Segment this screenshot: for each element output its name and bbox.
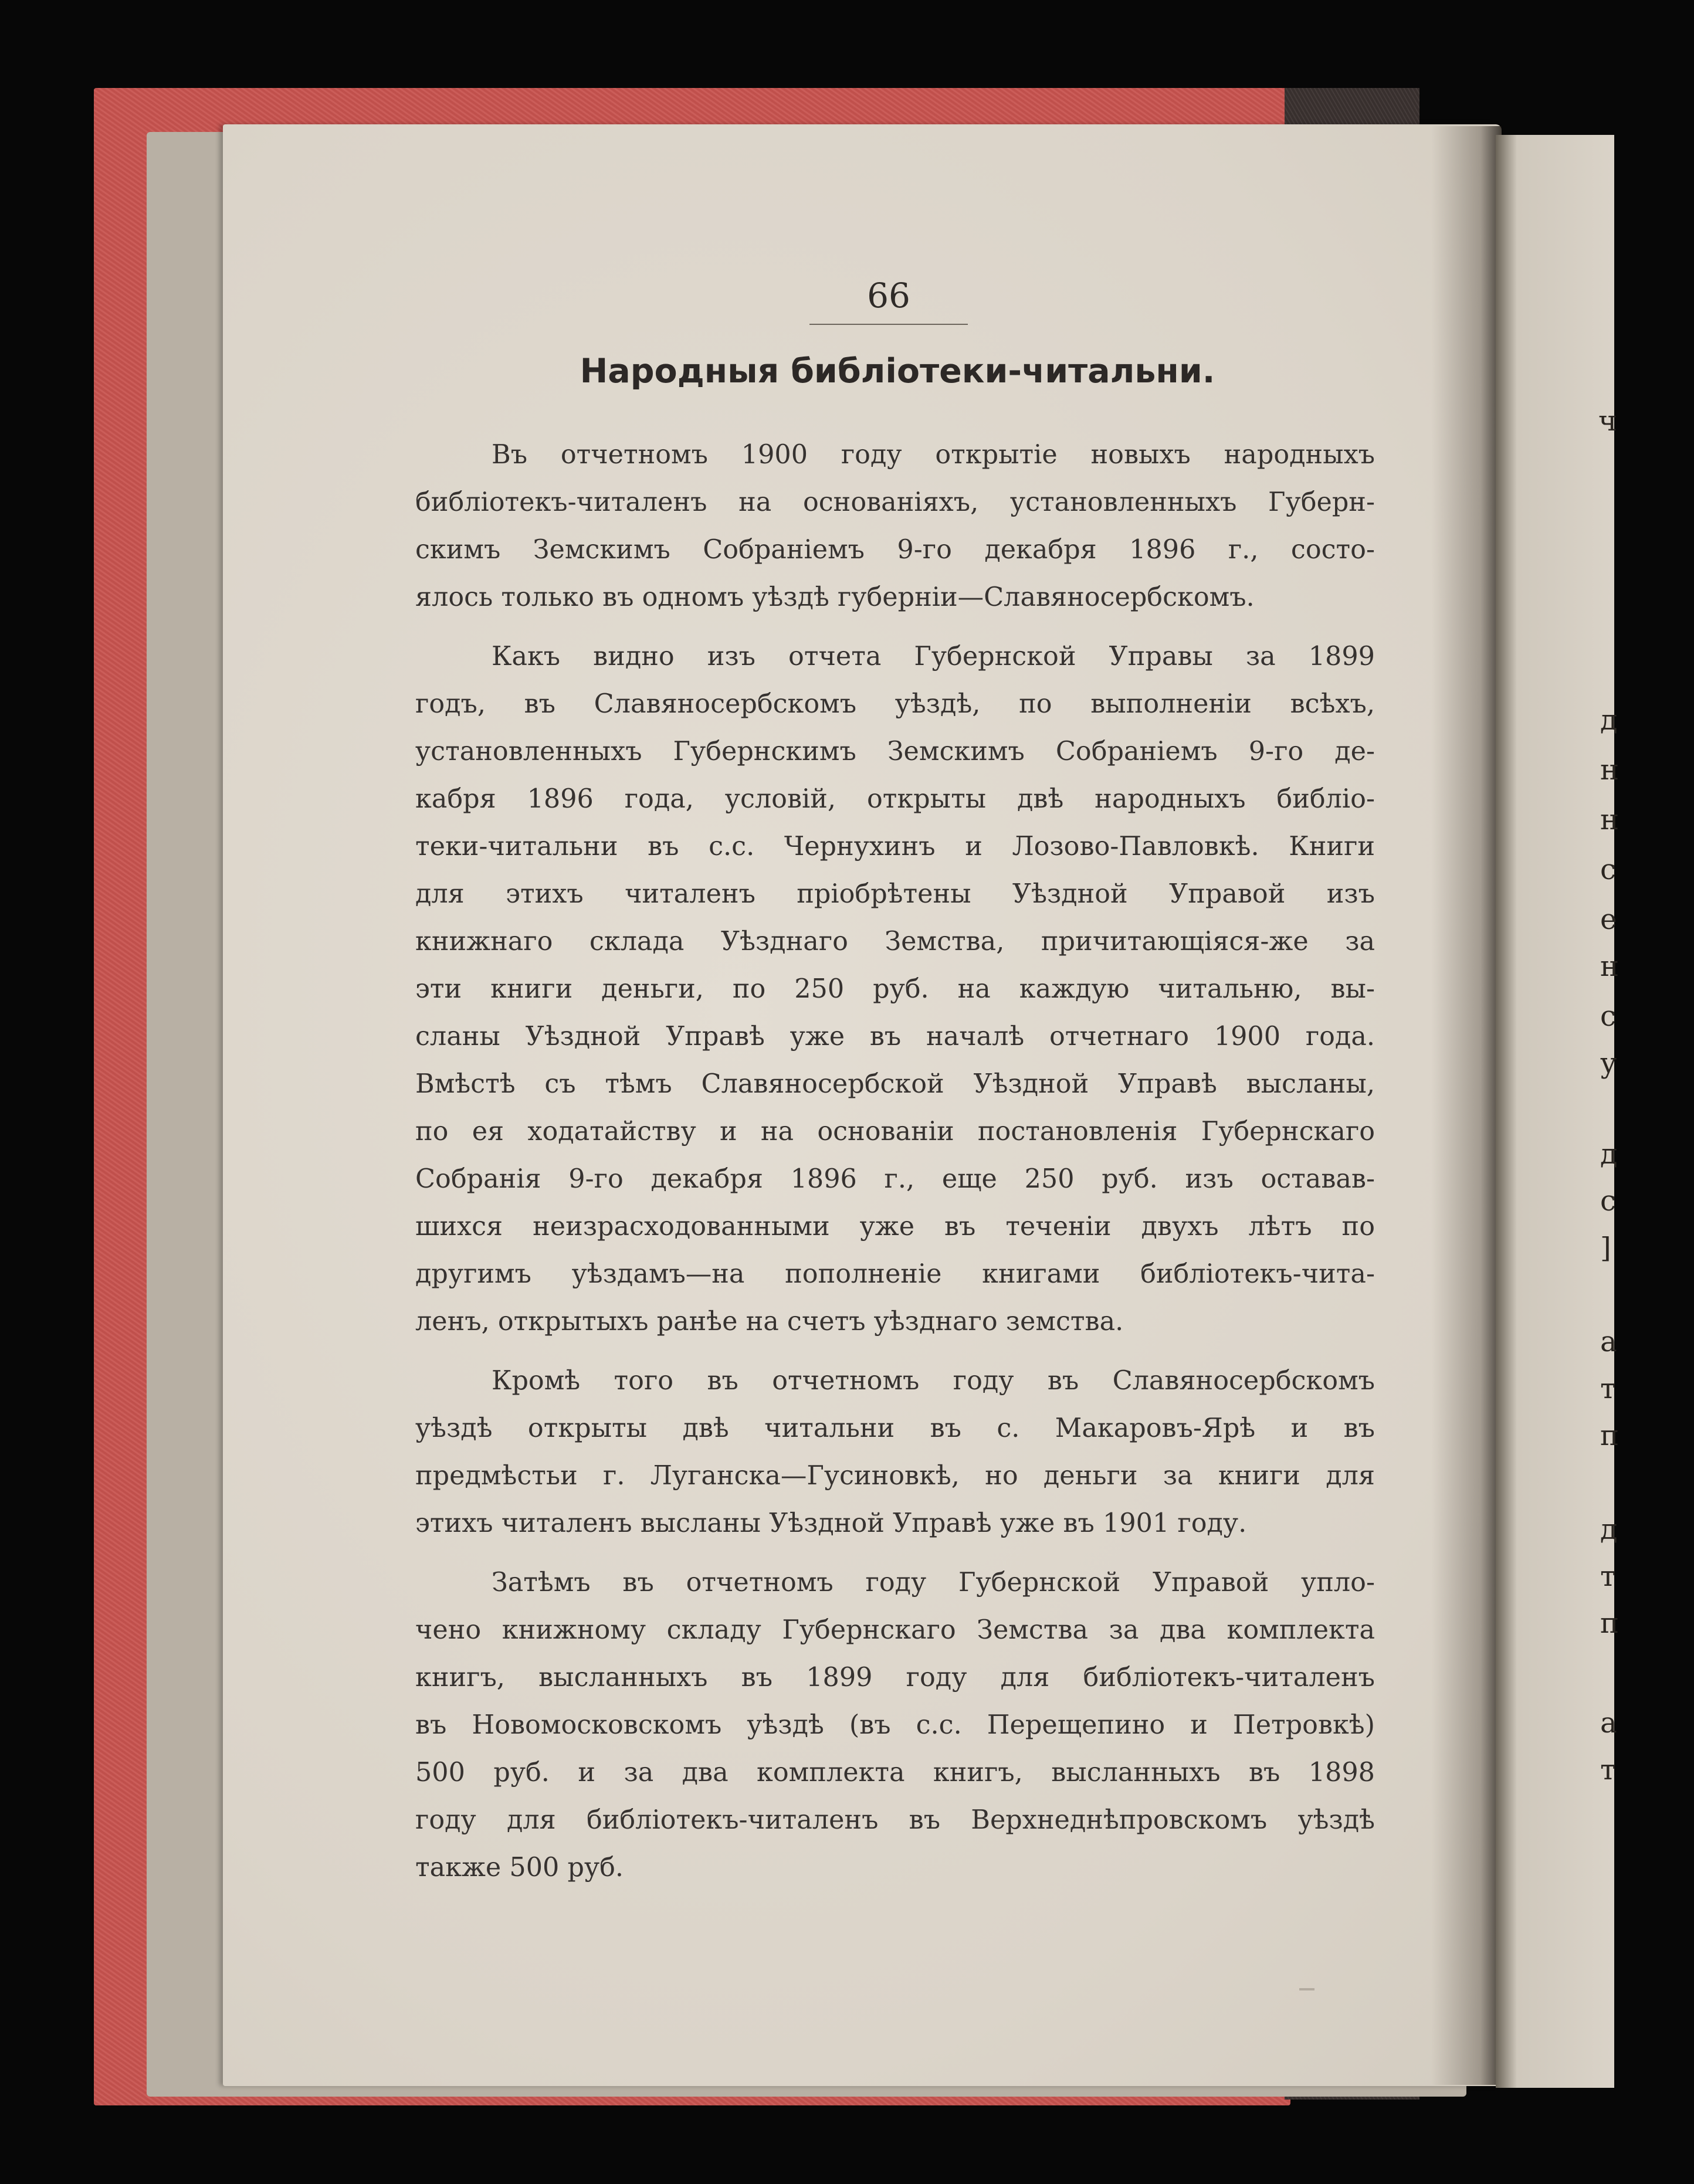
text-line: 500 руб. и за два комплекта книгъ, высланныхъ въ 1898 <box>415 1758 1375 1788</box>
text-line: чено книжному складу Губернскаго Земства за два комплекта <box>415 1615 1375 1645</box>
facing-page-glyph: а <box>1600 1707 1617 1739</box>
text-line: сланы Уѣздной Управѣ уже въ началѣ отчетнаго 1900 года. <box>415 1022 1375 1052</box>
page-number-rule <box>809 324 968 325</box>
facing-page-glyph: д <box>1600 1138 1618 1171</box>
facing-page-glyph: т <box>1600 1372 1616 1405</box>
facing-page-glyph: д <box>1600 1513 1618 1546</box>
page-gutter-shadow <box>1431 126 1502 2085</box>
text-line: предмѣстьи г. Луганска—Гусиновкѣ, но деньги за книги для <box>415 1461 1375 1491</box>
paper-speck <box>1299 1988 1314 1990</box>
facing-page-glyph: н <box>1600 754 1619 786</box>
paragraph <box>415 1357 1375 1547</box>
facing-page-glyph: н <box>1600 803 1619 836</box>
paragraph <box>415 1559 1375 1891</box>
text-line: теки-читальни въ с.с. Чернухинъ и Лозово-Павловкѣ. Книги <box>415 832 1375 862</box>
facing-page-glyph: н <box>1600 950 1619 983</box>
text-line: также 500 руб. <box>415 1853 624 1883</box>
text-line: въ Новомосковскомъ уѣздѣ (въ с.с. Перещепино и Петровкѣ) <box>415 1710 1375 1740</box>
text-line: Вмѣстѣ съ тѣмъ Славяносербской Уѣздной Управѣ высланы, <box>415 1069 1375 1099</box>
text-line: Въ отчетномъ 1900 году открытіе новыхъ народныхъ <box>492 440 1375 470</box>
facing-page-glyph: д <box>1600 704 1618 737</box>
section-heading: Народныя библіотеки-читальни. <box>580 352 1215 391</box>
text-line: шихся неизрасходованными уже въ теченіи двухъ лѣтъ по <box>415 1212 1375 1242</box>
facing-page-glyph: т <box>1600 1560 1616 1593</box>
paragraph-gap <box>415 1547 1375 1559</box>
text-line: этихъ читаленъ высланы Уѣздной Управѣ уже въ 1901 году. <box>415 1508 1247 1538</box>
text-line: по ея ходатайству и на основаніи постановленія Губернскаго <box>415 1117 1375 1147</box>
text-line: Кромѣ того въ отчетномъ году въ Славяносербскомъ <box>492 1366 1375 1396</box>
facing-page-glyph: ] <box>1600 1232 1611 1264</box>
text-line: уѣздѣ открыты двѣ читальни въ с. Макаровъ-Ярѣ и въ <box>415 1413 1375 1443</box>
facing-page-glyph: п <box>1600 1419 1619 1452</box>
text-line: году для библіотекъ-читаленъ въ Верхнеднѣпровскомъ уѣздѣ <box>415 1805 1375 1835</box>
facing-page-glyph: с <box>1600 1185 1616 1218</box>
facing-page-glyph: ч <box>1598 405 1617 438</box>
text-line: кабря 1896 года, условій, открыты двѣ народныхъ библіо- <box>415 784 1375 814</box>
facing-page-glyph: с <box>1600 853 1616 886</box>
paragraph-gap <box>415 621 1375 633</box>
text-line: скимъ Земскимъ Собраніемъ 9-го декабря 1896 г., состо- <box>415 535 1375 565</box>
text-line: для этихъ читаленъ пріобрѣтены Уѣздной Управой изъ <box>415 879 1375 909</box>
text-line: библіотекъ-читаленъ на основаніяхъ, установленныхъ Губерн- <box>415 487 1375 517</box>
facing-page-glyph: п <box>1600 1607 1619 1640</box>
text-line: годъ, въ Славяносербскомъ уѣздѣ, по выполненіи всѣхъ, <box>415 689 1375 719</box>
page-number: 66 <box>867 276 910 316</box>
text-line: другимъ уѣздамъ—на пополненіе книгами библіотекъ-чита- <box>415 1259 1375 1289</box>
paragraph <box>415 431 1375 621</box>
text-line: ленъ, открытыхъ ранѣе на счетъ уѣзднаго земства. <box>415 1307 1124 1337</box>
text-line: эти книги деньги, по 250 руб. на каждую читальню, вы- <box>415 974 1375 1004</box>
text-line: Какъ видно изъ отчета Губернской Управы за 1899 <box>492 642 1375 672</box>
facing-page-glyph: т <box>1600 1754 1616 1786</box>
facing-page-glyph: у <box>1600 1047 1617 1080</box>
paragraph <box>415 633 1375 1345</box>
text-line: установленныхъ Губернскимъ Земскимъ Собраніемъ 9-го де- <box>415 737 1375 767</box>
text-line: книжнаго склада Уѣзднаго Земства, причитающіяся-же за <box>415 927 1375 957</box>
facing-page-glyph: е <box>1600 903 1617 936</box>
facing-page-glyph: с <box>1600 1000 1616 1033</box>
text-line: Затѣмъ въ отчетномъ году Губернской Управой упло- <box>492 1568 1375 1598</box>
facing-page-glyph: а <box>1600 1325 1617 1358</box>
paragraph-gap <box>415 1345 1375 1357</box>
text-line: ялось только въ одномъ уѣздѣ губерніи—Славяносербскомъ. <box>415 582 1255 612</box>
facing-page <box>1496 135 1614 2088</box>
text-line: Собранія 9-го декабря 1896 г., еще 250 руб. изъ оставав- <box>415 1164 1375 1194</box>
text-line: книгъ, высланныхъ въ 1899 году для библіотекъ-читаленъ <box>415 1663 1375 1693</box>
body-text <box>415 431 1375 1891</box>
